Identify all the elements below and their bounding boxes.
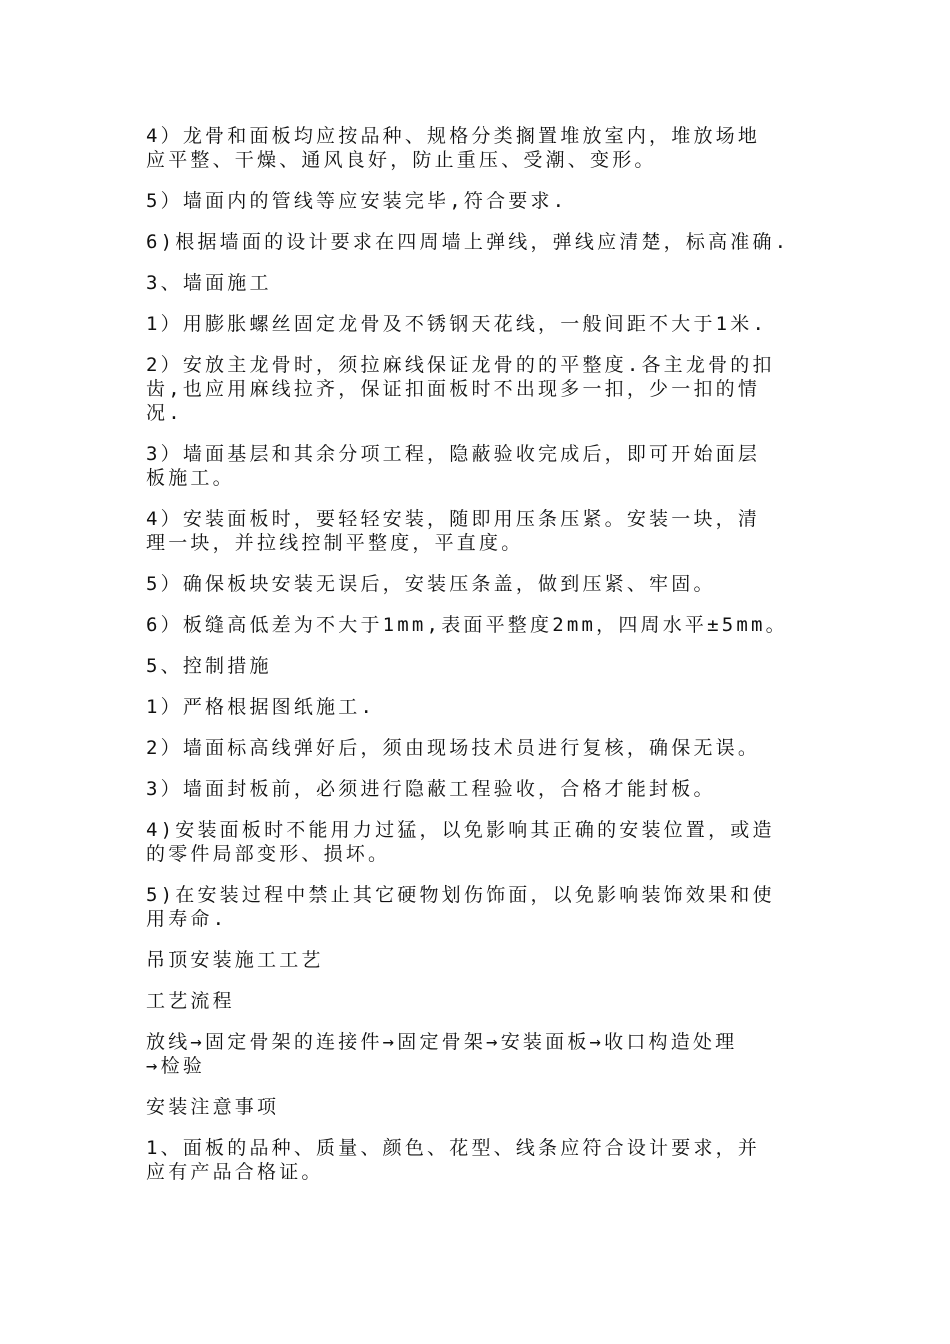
heading-ceiling-process bbox=[146, 948, 808, 972]
text-line: 3、墙面施工 bbox=[146, 272, 272, 294]
text-line: 4)安装面板时不能用力过猛，以免影响其正确的安装位置，或造 bbox=[146, 819, 775, 841]
text-line: 用寿命. bbox=[146, 908, 228, 930]
text-line: 5）墙面内的管线等应安装完毕,符合要求. bbox=[146, 190, 568, 212]
paragraph-storage-requirements bbox=[146, 124, 808, 172]
paragraph-process-steps bbox=[146, 1030, 808, 1078]
heading-wall-construction bbox=[146, 271, 808, 295]
text-line: 工艺流程 bbox=[146, 990, 235, 1012]
text-line: 1、面板的品种、质量、颜色、花型、线条应符合设计要求，并 bbox=[146, 1137, 761, 1159]
heading-control-measures bbox=[146, 654, 808, 678]
paragraph-panel-quality bbox=[146, 1136, 808, 1184]
paragraph-press-strips bbox=[146, 572, 808, 596]
text-line: 吊顶安装施工工艺 bbox=[146, 949, 324, 971]
text-line: 4）龙骨和面板均应按品种、规格分类搁置堆放室内，堆放场地 bbox=[146, 125, 761, 147]
paragraph-base-layer bbox=[146, 442, 808, 490]
text-line: →检验 bbox=[146, 1055, 206, 1077]
text-line: 理一块，并拉线控制平整度，平直度。 bbox=[146, 532, 524, 554]
text-line: 齿,也应用麻线拉齐，保证扣面板时不出现多一扣，少一扣的情 bbox=[146, 378, 761, 400]
text-line: 1）用膨胀螺丝固定龙骨及不锈钢天花线，一般间距不大于1米. bbox=[146, 313, 768, 335]
text-line: 5）确保板块安装无误后，安装压条盖，做到压紧、牢固。 bbox=[146, 573, 716, 595]
text-line: 4）安装面板时，要轻轻安装，随即用压条压紧。安装一块，清 bbox=[146, 508, 761, 530]
heading-process-flow bbox=[146, 989, 808, 1013]
paragraph-fix-keel bbox=[146, 312, 808, 336]
text-line: 应平整、干燥、通风良好，防止重压、受潮、变形。 bbox=[146, 149, 657, 171]
paragraph-install-panels bbox=[146, 507, 808, 555]
text-line: 2）墙面标高线弹好后，须由现场技术员进行复核，确保无误。 bbox=[146, 737, 761, 759]
text-line: 5)在安装过程中禁止其它硬物划伤饰面，以免影响装饰效果和使 bbox=[146, 884, 775, 906]
text-line: 3）墙面封板前，必须进行隐蔽工程验收，合格才能封板。 bbox=[146, 778, 716, 800]
text-line: 2）安放主龙骨时，须拉麻线保证龙骨的的平整度.各主龙骨的扣 bbox=[146, 354, 775, 376]
text-line: 放线→固定骨架的连接件→固定骨架→安装面板→收口构造处理 bbox=[146, 1031, 738, 1053]
text-line: 应有产品合格证。 bbox=[146, 1161, 324, 1183]
heading-installation-notes bbox=[146, 1095, 808, 1119]
paragraph-follow-drawings bbox=[146, 695, 808, 719]
paragraph-tolerances bbox=[146, 613, 808, 637]
paragraph-no-excess-force bbox=[146, 818, 808, 866]
text-line: 5、控制措施 bbox=[146, 655, 272, 677]
paragraph-main-keel bbox=[146, 353, 808, 425]
text-line: 6）板缝高低差为不大于1mm,表面平整度2mm，四周水平±5mm。 bbox=[146, 614, 788, 636]
paragraph-pipelines bbox=[146, 189, 808, 213]
text-line: 1）严格根据图纸施工. bbox=[146, 696, 376, 718]
text-line: 3）墙面基层和其余分项工程，隐蔽验收完成后，即可开始面层 bbox=[146, 443, 761, 465]
paragraph-elevation-check bbox=[146, 736, 808, 760]
document-body bbox=[146, 124, 808, 1201]
paragraph-concealed-inspection bbox=[146, 777, 808, 801]
text-line: 况. bbox=[146, 402, 183, 424]
paragraph-protect-finish bbox=[146, 883, 808, 931]
text-line: 板施工。 bbox=[146, 467, 235, 489]
text-line: 安装注意事项 bbox=[146, 1096, 280, 1118]
paragraph-layout-lines bbox=[146, 230, 808, 254]
text-line: 的零件局部变形、损坏。 bbox=[146, 843, 391, 865]
text-line: 6)根据墙面的设计要求在四周墙上弹线，弹线应清楚，标高准确. bbox=[146, 231, 790, 253]
